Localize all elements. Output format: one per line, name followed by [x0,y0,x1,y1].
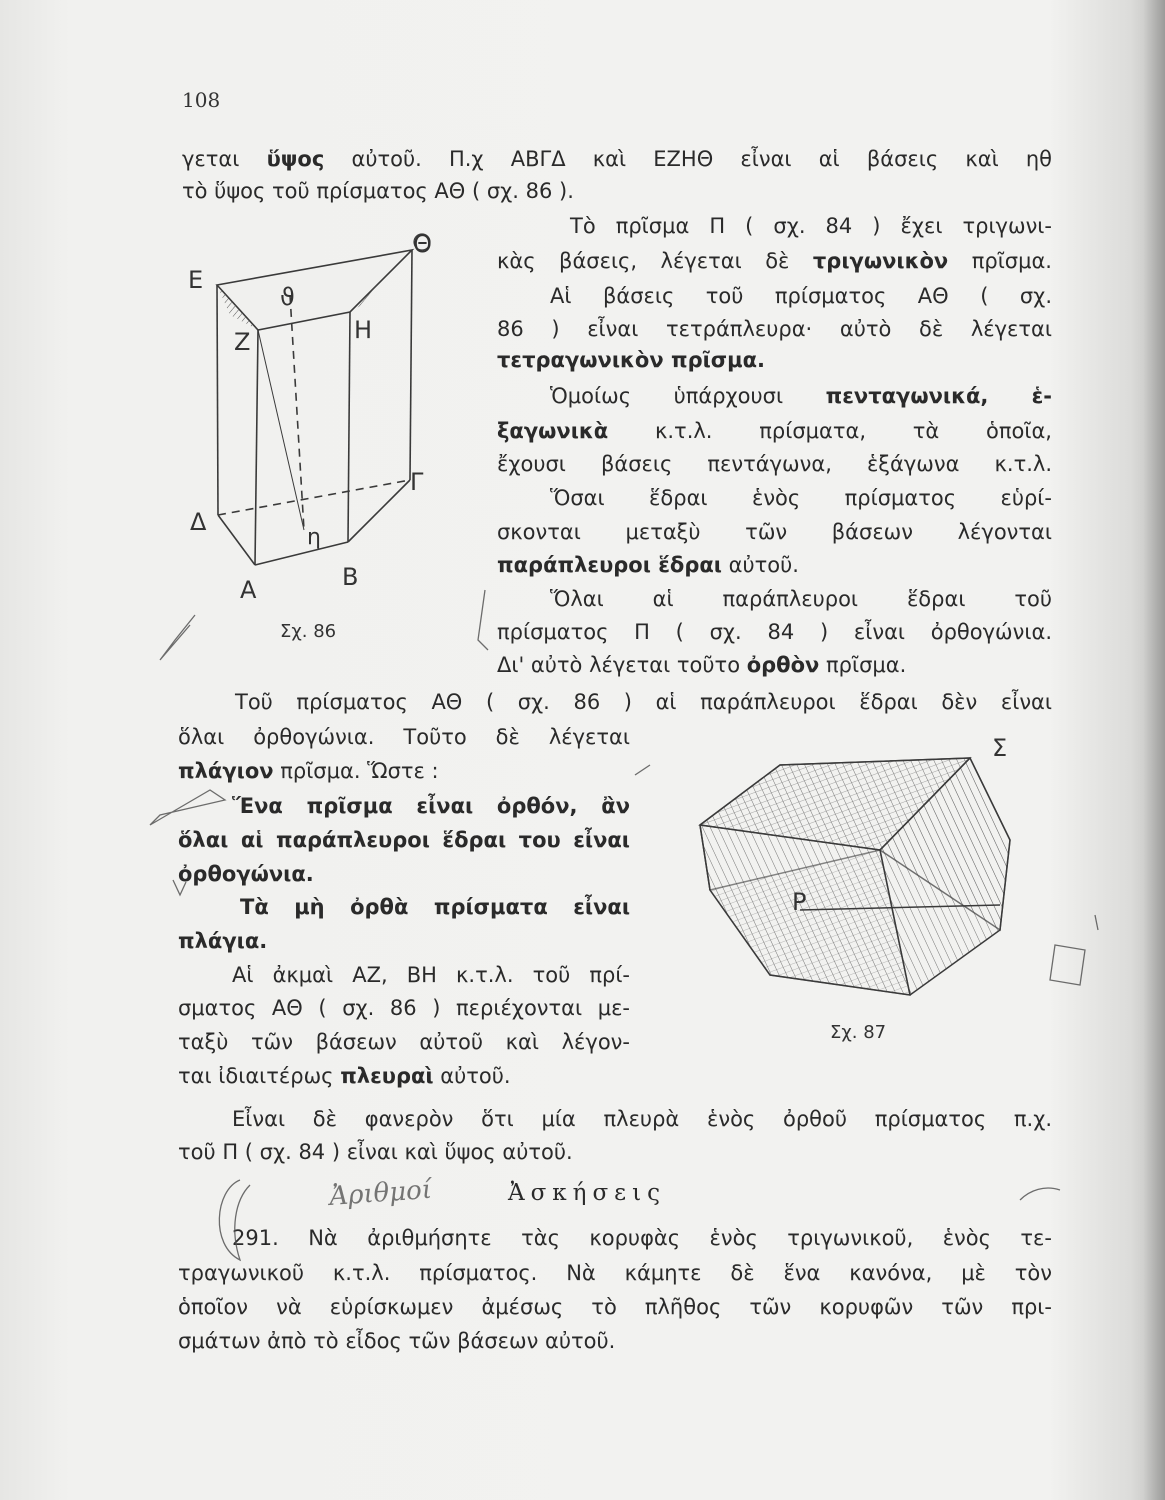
text-run: ἔχουσι βάσεις πεντάγωνα, ἑξάγωνα κ.τ.λ. [497,452,1052,476]
label-P: P [792,888,807,916]
text-run: Αἱ ἀκμαὶ ΑΖ, ΒΗ κ.τ.λ. τοῦ πρί- [232,963,630,987]
text-run: Τοῦ πρίσματος ΑΘ ( σχ. 86 ) αἱ παράπλευροι ἕδραι δὲν εἶναι [235,690,1052,714]
text-run: Αἱ βάσεις τοῦ πρίσματος ΑΘ ( σχ. [550,284,1052,308]
text-run: αὐτοῦ. [433,1064,511,1088]
text-run: Ὁμοίως ὑπάρχουσι [550,384,826,408]
text-run: σματος ΑΘ ( σχ. 86 ) περιέχονται με- [178,996,630,1020]
bold-run: ξαγωνικὰ [497,419,609,443]
text-run: Δι' αὐτὸ λέγεται τοῦτο [497,653,747,677]
text-run: αὐτοῦ. [721,553,799,577]
bold-run: πλευραὶ [340,1064,434,1088]
bold-run: ὀρθὸν [746,653,820,677]
figure-87-caption: Σχ. 87 [830,1022,887,1043]
handwritten-note: Ἀριθμοί [328,1174,433,1212]
text-run: 86 ) εἶναι τετράπλευρα· αὐτὸ δὲ λέγεται [497,317,1052,341]
bold-run: πενταγωνικά, ἑ- [825,384,1052,408]
text-run: πρίσματος Π ( σχ. 84 ) εἶναι ὀρθογώνια. [497,620,1052,644]
bold-run: Ἕνα πρῖσμα εἶναι ὀρθόν, ἂν [232,794,630,818]
text-run: κὰς βάσεις, λέγεται δὲ [497,249,813,273]
label-H: Η [354,316,373,344]
bold-run: ὀρθογώνια. [178,862,314,886]
text-run: πρῖσμα. [948,249,1052,273]
label-Delta: Δ [190,508,207,536]
text-run: ὅλαι ὀρθογώνια. Τοῦτο δὲ λέγεται [178,725,630,749]
label-theta-small: ϑ [280,283,295,311]
text-run: σκονται μεταξὺ τῶν βάσεων λέγονται [497,520,1052,544]
text-run: ται ἰδιαιτέρως [178,1064,341,1088]
text-run: τοῦ Π ( σχ. 84 ) εἶναι καὶ ὕψος αὐτοῦ. [178,1140,573,1164]
bold-run: παράπλευροι ἕδραι [497,553,722,577]
figure-86-caption: Σχ. 86 [280,621,337,642]
text-run: τὸ ὕψος τοῦ πρίσματος ΑΘ ( σχ. 86 ). [182,179,574,203]
text-run: αὐτοῦ. Π.χ ΑΒΓΔ καὶ ΕΖΗΘ εἶναι αἱ βάσεις καὶ ηθ [324,147,1053,171]
label-Gamma: Γ [410,468,424,496]
text-run: γεται [182,147,267,171]
text-run: Εἶναι δὲ φανερὸν ὅτι μία πλευρὰ ἑνὸς ὀρθοῦ πρίσματος π.χ. [232,1107,1052,1131]
text-run: πρῖσμα. Ὥστε : [273,759,439,783]
bold-run: ὕψος [266,147,325,171]
text-run: Τὸ πρῖσμα Π ( σχ. 84 ) ἔχει τριγωνι- [570,214,1052,238]
bold-run: τετραγωνικὸν πρῖσμα. [497,348,765,372]
text-run: Ὅλαι αἱ παράπλευροι ἕδραι τοῦ [550,587,1052,611]
page-number: 108 [182,88,221,112]
label-Z: Ζ [234,328,251,356]
text-run: ταξὺ τῶν βάσεων αὐτοῦ καὶ λέγον- [178,1030,630,1054]
text-run: ὁποῖον νὰ εὑρίσκωμεν ἀμέσως τὸ πλῆθος τῶν κορυφῶν τῶν πρι- [178,1295,1052,1319]
bold-run: πλάγια. [178,929,268,953]
label-B: Β [342,563,359,591]
bold-run: Τὰ μὴ ὀρθὰ πρίσματα εἶναι [240,895,630,919]
label-E: Ε [188,266,204,294]
section-heading: Ἀσκήσεις [508,1180,666,1206]
text-run: 291. Νὰ ἀριθμήσητε τὰς κορυφὰς ἑνὸς τριγωνικοῦ, ἑνὸς τε- [232,1226,1052,1250]
text-run: πρῖσμα. [819,653,907,677]
bold-run: τριγωνικὸν [812,249,949,273]
label-A: Α [240,576,257,604]
label-Theta: Θ [413,230,432,258]
bold-run: πλάγιον [178,759,274,783]
bold-run: ὅλαι αἱ παράπλευροι ἕδραι του εἶναι [178,828,630,852]
text-run: σμάτων ἀπὸ τὸ εἶδος τῶν βάσεων αὐτοῦ. [178,1329,616,1353]
text-run: κ.τ.λ. πρίσματα, τὰ ὁποῖα, [608,419,1052,443]
label-eta-small: η [307,525,321,550]
label-Sigma: Σ [992,734,1008,762]
text-run: τραγωνικοῦ κ.τ.λ. πρίσματος. Νὰ κάμητε δὲ ἕνα κανόνα, μὲ τὸν [178,1261,1052,1285]
text-run: Ὅσαι ἕδραι ἑνὸς πρίσματος εὑρί- [550,486,1052,510]
